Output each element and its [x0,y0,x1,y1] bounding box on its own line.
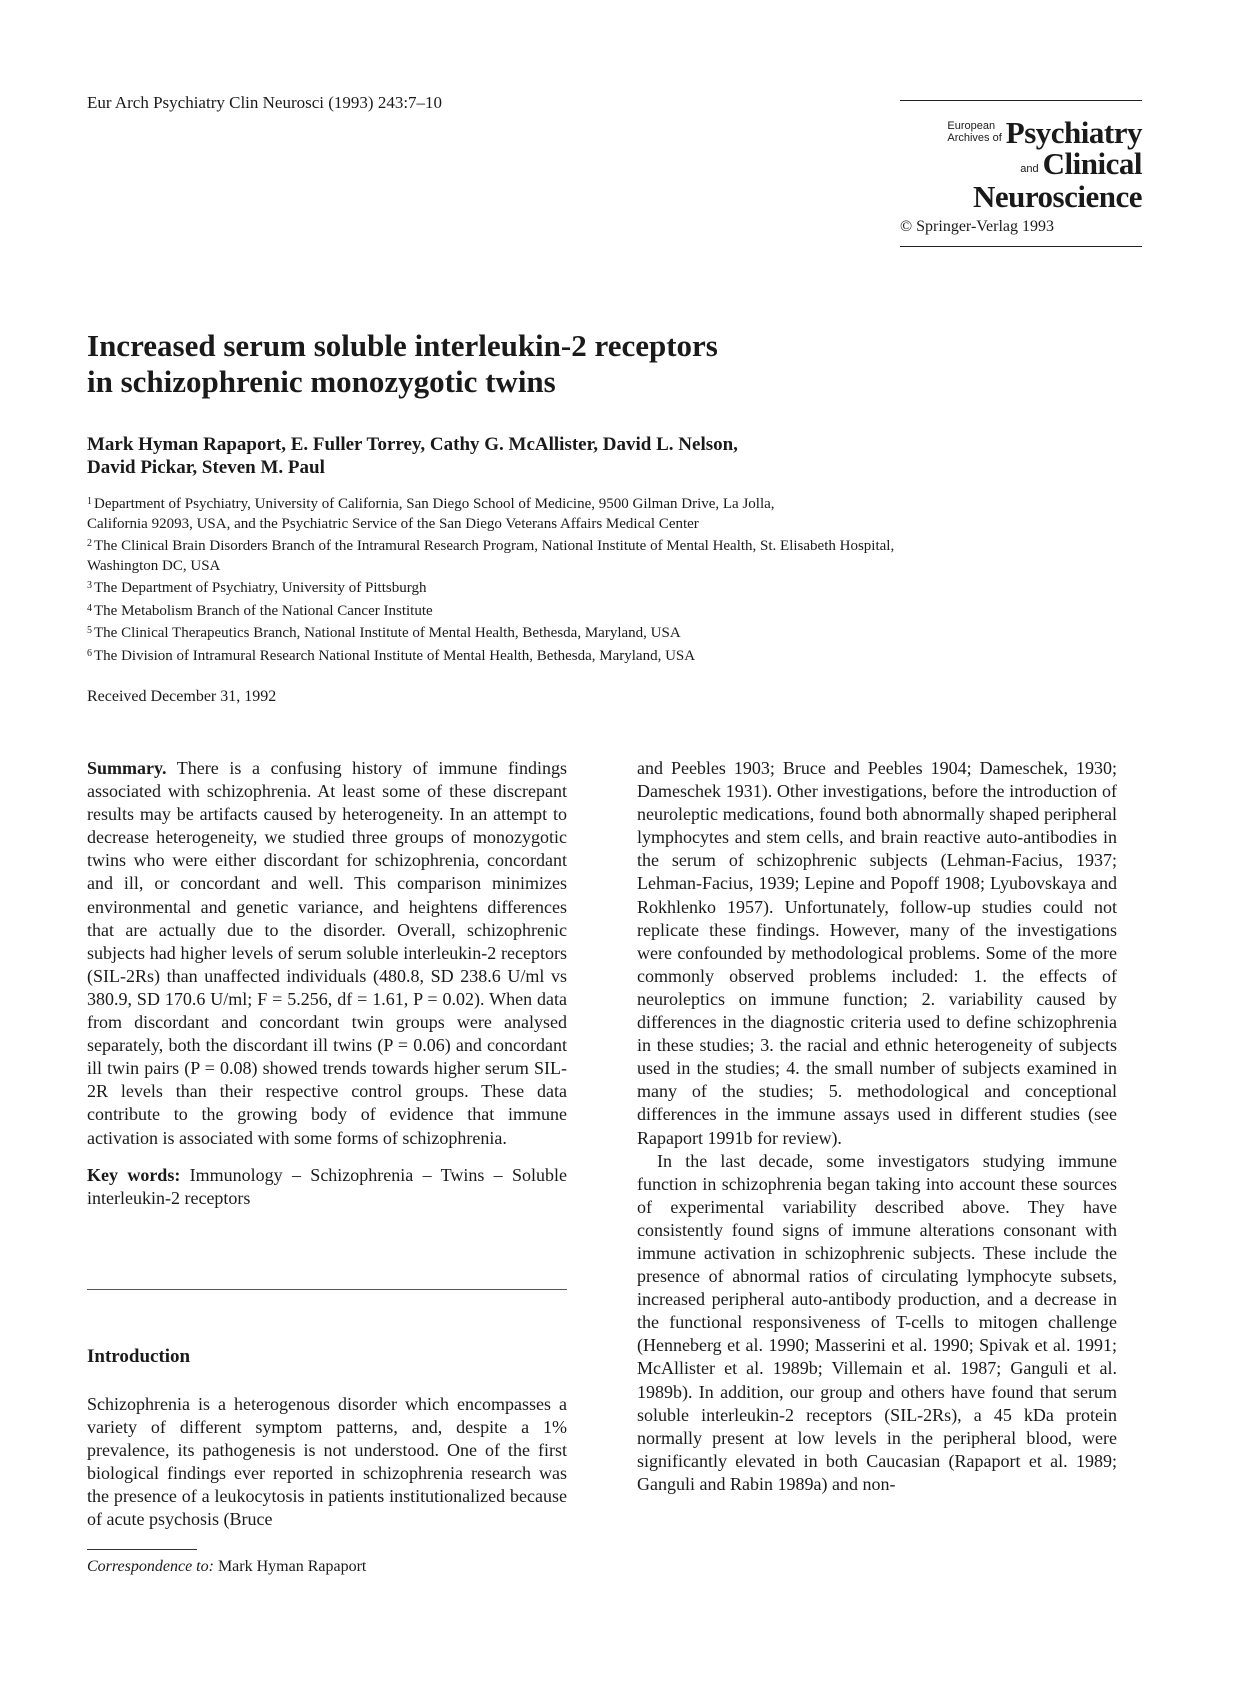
footnote-text: Mark Hyman Rapaport [213,1558,367,1575]
footnote-label: Correspondence to: [87,1558,214,1575]
affiliation-line: California 92093, USA, and the Psychiatric Service of the San Diego Veterans Affairs Medical Center [87,515,699,532]
logo-small-text [947,120,1001,144]
keywords-text: Immunology – Schizophrenia – Twins – Soluble interleukin-2 receptors [87,1164,567,1208]
copyright: © Springer-Verlag 1993 [900,218,1055,235]
authors-line-2: David Pickar, Steven M. Paul [87,457,325,478]
title-line-2: in schizophrenic monozygotic twins [87,364,556,399]
logo-clinical: Clinical [1042,146,1142,181]
journal-logo [900,100,1142,247]
logo-and: and [1020,163,1039,175]
affiliation-line: Washington DC, USA [87,557,221,574]
title-line-1: Increased serum soluble interleukin-2 receptors [87,328,718,363]
body-paragraph: and Peebles 1903; Bruce and Peebles 1904; Dameschek, 1930; Dameschek 1931). Other investigations, before the introduction of neuroleptic medications, found both abnormally shaped peripheral lymphocytes and stem cells, and brain reactive auto-antibodies in the serum of schizophrenic subjects (Lehman-Facius, 1937; Lehman-Facius, 1939; Lepine and Popoff 1908; Lyubovskaya and Rokhlenko 1957). Unfortunately, follow-up studies could not replicate these findings. However, many of the investigations were confounded by methodological problems. Some of the more commonly observed problems included: 1. the effects of neuroleptics on immune function; 2. variability caused by differences in the diagnostic criteria used to define schizophrenia in these studies; 3. the racial and ethnic heterogeneity of subjects used in the studies; 4. the small number of subjects examined in many of the studies; 5. methodological and conceptional differences in the immune assays used in different studies (see Rapaport 1991b for review). [637,758,1117,1148]
introduction-heading: Introduction [87,1346,191,1367]
affiliation-line: $^6$ The Division of Intramural Research National Institute of Mental Health, Bethesda, Maryland, USA [87,647,696,664]
received-date: Received December 31, 1992 [87,688,277,705]
summary-paragraph [87,757,567,1150]
journal-citation: Eur Arch Psychiatry Clin Neurosci (1993) 243:7–10 [87,93,443,112]
affiliation-line: $^2$ The Clinical Brain Disorders Branch of the Intramural Research Program, National Institute of Mental Health, St. Elisabeth Hospital, [87,538,895,554]
logo-neuroscience: Neuroscience [972,179,1142,214]
authors-line-1: Mark Hyman Rapaport, E. Fuller Torrey, Cathy G. McAllister, David L. Nelson, [87,434,738,455]
logo-european: European [947,120,996,132]
keywords-paragraph [87,1164,567,1210]
section-divider [87,1289,567,1290]
affiliation-line: $^4$ The Metabolism Branch of the National Cancer Institute [87,602,433,619]
affiliation-line: $^1$ Department of Psychiatry, University of California, San Diego School of Medicine, 9500 Gilman Drive, La Jolla, [87,496,775,512]
affiliation-line: $^3$ The Department of Psychiatry, University of Pittsburgh [87,580,427,596]
affiliation-line: $^5$ The Clinical Therapeutics Branch, National Institute of Mental Health, Bethesda, Maryland, USA [87,625,681,641]
logo-psychiatry: Psychiatry [1005,115,1142,150]
authors [87,433,987,479]
correspondence-footnote [87,1558,366,1576]
logo-archives-of: Archives of [947,132,1002,144]
logo-bottom-rule [900,246,1142,247]
summary-text: There is a confusing history of immune findings associated with schizophrenia. At least some of these discrepant results may be artifacts caused by heterogeneity. In an attempt to decrease heterogeneity, we studied three groups of monozygotic twins who were either discordant for schizophrenia, concordant and ill, or concordant and well. This comparison minimizes environmental and genetic variance, and heightens differences that are actually due to the disorder. Overall, schizophrenic subjects had higher levels of serum soluble interleukin-2 receptors (SIL-2Rs) than unaffected individuals (480.8, SD 238.6 U/ml vs 380.9, SD 170.6 U/ml; F = 5.256, df = 1.61, P = 0.02). When data from discordant and concordant twin groups were analysed separately, both the discordant ill twins (P = 0.06) and concordant ill twin pairs (P = 0.08) showed trends towards higher serum SIL-2R levels than their respective control groups. These data contribute to the growing body of evidence that immune activation is associated with some forms of schizophrenia. [87,758,567,1148]
article-title [87,328,987,400]
keywords-label: Key words: [87,1164,181,1185]
summary-label: Summary. [87,758,167,778]
logo-top-rule [900,100,1142,101]
affiliations [87,492,1147,666]
introduction-body [87,1393,567,1532]
right-column [637,757,1117,1496]
footnote-rule [87,1549,197,1550]
abstract [87,757,567,1210]
body-paragraph: In the last decade, some investigators studying immune function in schizophrenia began taking into account these sources of experimental variability described above. They have consistently found signs of immune alterations consonant with immune activation in schizophrenic subjects. These include the presence of abnormal ratios of circulating lymphocyte subsets, increased peripheral auto-antibody production, and a decrease in the functional responsiveness of T-cells to mitogen challenge (Henneberg et al. 1990; Masserini et al. 1990; Spivak et al. 1991; McAllister et al. 1989b; Villemain et al. 1987; Ganguli et al. 1989b). In addition, our group and others have found that serum soluble interleukin-2 receptors (SIL-2Rs), a 45 kDa protein normally present at low levels in the peripheral blood, were significantly elevated in both Caucasian (Rapaport et al. 1989; Ganguli and Rabin 1989a) and non- [637,1150,1117,1494]
introduction-paragraph: Schizophrenia is a heterogenous disorder which encompasses a variety of different symptom patterns, and, despite a 1% prevalence, its pathogenesis is not understood. One of the first biological findings ever reported in schizophrenia research was the presence of a leukocytosis in patients institutionalized because of acute psychosis (Bruce [87,1394,567,1530]
